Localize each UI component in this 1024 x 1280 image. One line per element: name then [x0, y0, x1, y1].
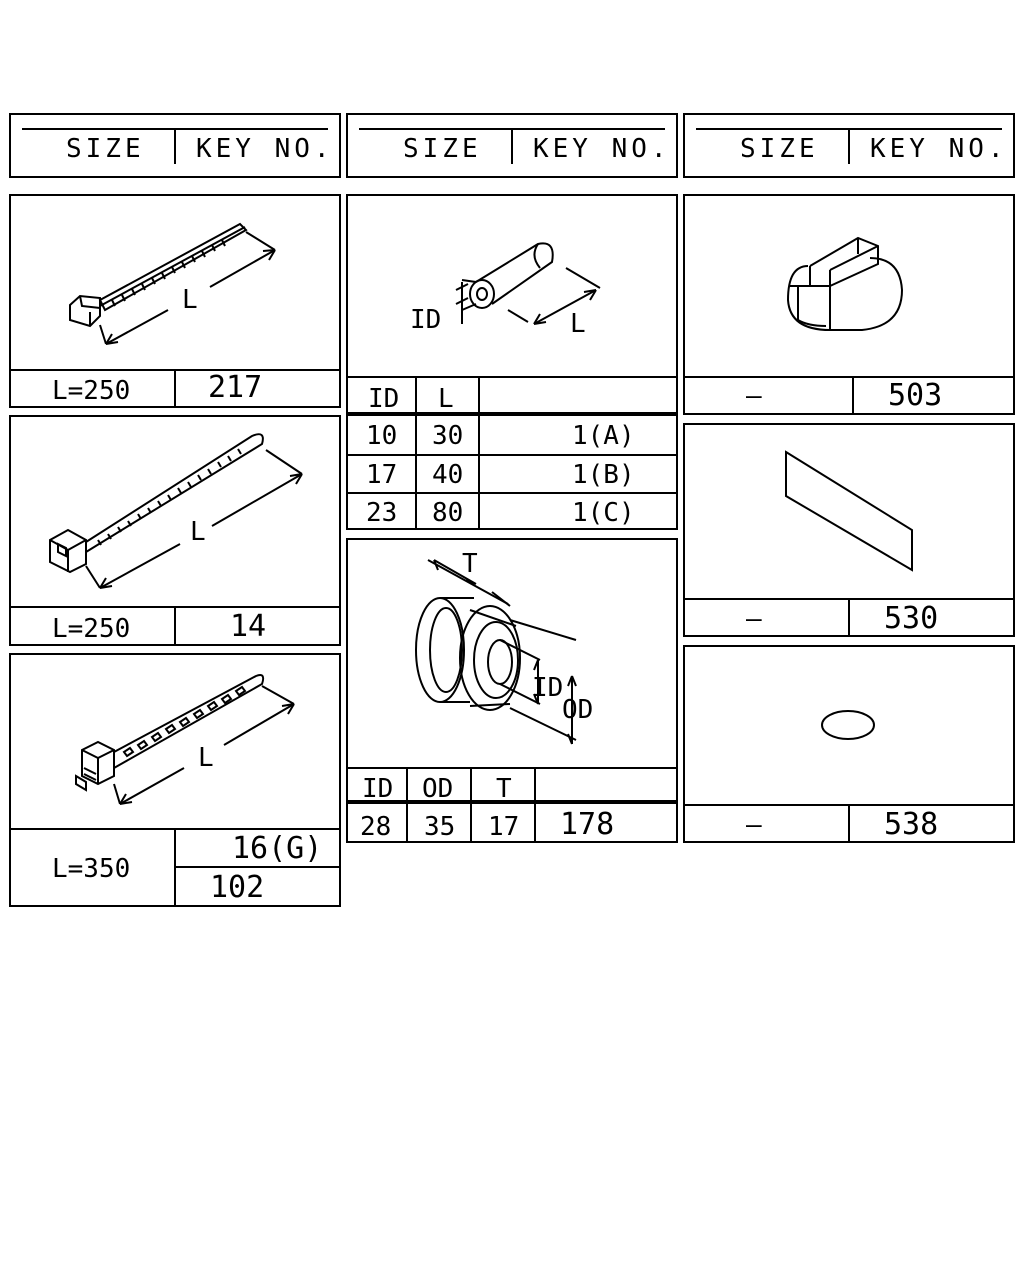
grommet-row-od: 35	[424, 812, 456, 842]
cable-tie-large-size: L=350	[52, 854, 131, 884]
tube-dim-l: L	[570, 309, 586, 339]
grommet-row-t: 17	[488, 812, 520, 842]
cap-key: 538	[884, 807, 939, 842]
tube-header-l: L	[438, 384, 454, 414]
clamp-key: 503	[888, 378, 943, 413]
grommet-row-key: 178	[560, 807, 615, 842]
cable-tie-small-dim-label: L	[182, 285, 198, 315]
tube-row-1-key: 1(A)	[572, 421, 635, 451]
grommet-header-od: OD	[422, 774, 454, 804]
cap-size: —	[746, 810, 762, 840]
cable-tie-large-key-2: 102	[210, 870, 265, 905]
tape-illustration	[786, 452, 912, 570]
header-size-label-2: SIZE	[403, 134, 482, 164]
cable-tie-small-illustration	[70, 224, 275, 344]
tube-row-2-l: 40	[432, 460, 464, 490]
tube-header-id: ID	[368, 384, 400, 414]
grommet-dim-od: OD	[562, 695, 594, 725]
tube-illustration	[410, 243, 600, 339]
cable-tie-medium-size: L=250	[52, 614, 131, 644]
grommet-header-id: ID	[362, 774, 394, 804]
tube-dim-id: ID	[410, 305, 442, 335]
cable-tie-large-illustration	[76, 675, 294, 804]
cable-tie-large-dim-label: L	[198, 743, 214, 773]
grommet-illustration	[416, 549, 593, 744]
grommet-dim-id: ID	[532, 673, 564, 703]
cap-illustration	[822, 711, 874, 739]
cable-tie-medium-illustration	[50, 434, 302, 588]
tube-row-3-l: 80	[432, 498, 464, 528]
clamp-illustration	[788, 238, 902, 330]
cable-tie-small-key: 217	[208, 370, 263, 405]
header-key-label-3: KEY NO.	[870, 134, 1008, 164]
tape-size: —	[746, 604, 762, 634]
grommet-row-id: 28	[360, 812, 392, 842]
cable-tie-medium-key: 14	[230, 609, 267, 644]
tube-row-1-id: 10	[366, 421, 398, 451]
header-size-label-1: SIZE	[66, 134, 145, 164]
header-key-label-2: KEY NO.	[533, 134, 671, 164]
tube-row-1-l: 30	[432, 421, 464, 451]
cable-tie-small-size: L=250	[52, 376, 131, 406]
tube-row-2-key: 1(B)	[572, 460, 635, 490]
tube-row-2-id: 17	[366, 460, 398, 490]
grommet-header-t: T	[496, 774, 512, 804]
tube-row-3-id: 23	[366, 498, 398, 528]
header-key-label-1: KEY NO.	[196, 134, 334, 164]
grommet-dim-t: T	[462, 549, 478, 579]
clamp-size: —	[746, 381, 762, 411]
tape-key: 530	[884, 601, 939, 636]
cable-tie-medium-dim-label: L	[190, 517, 206, 547]
header-size-label-3: SIZE	[740, 134, 819, 164]
tube-row-3-key: 1(C)	[572, 498, 635, 528]
cable-tie-large-key-1: 16(G)	[232, 831, 323, 866]
